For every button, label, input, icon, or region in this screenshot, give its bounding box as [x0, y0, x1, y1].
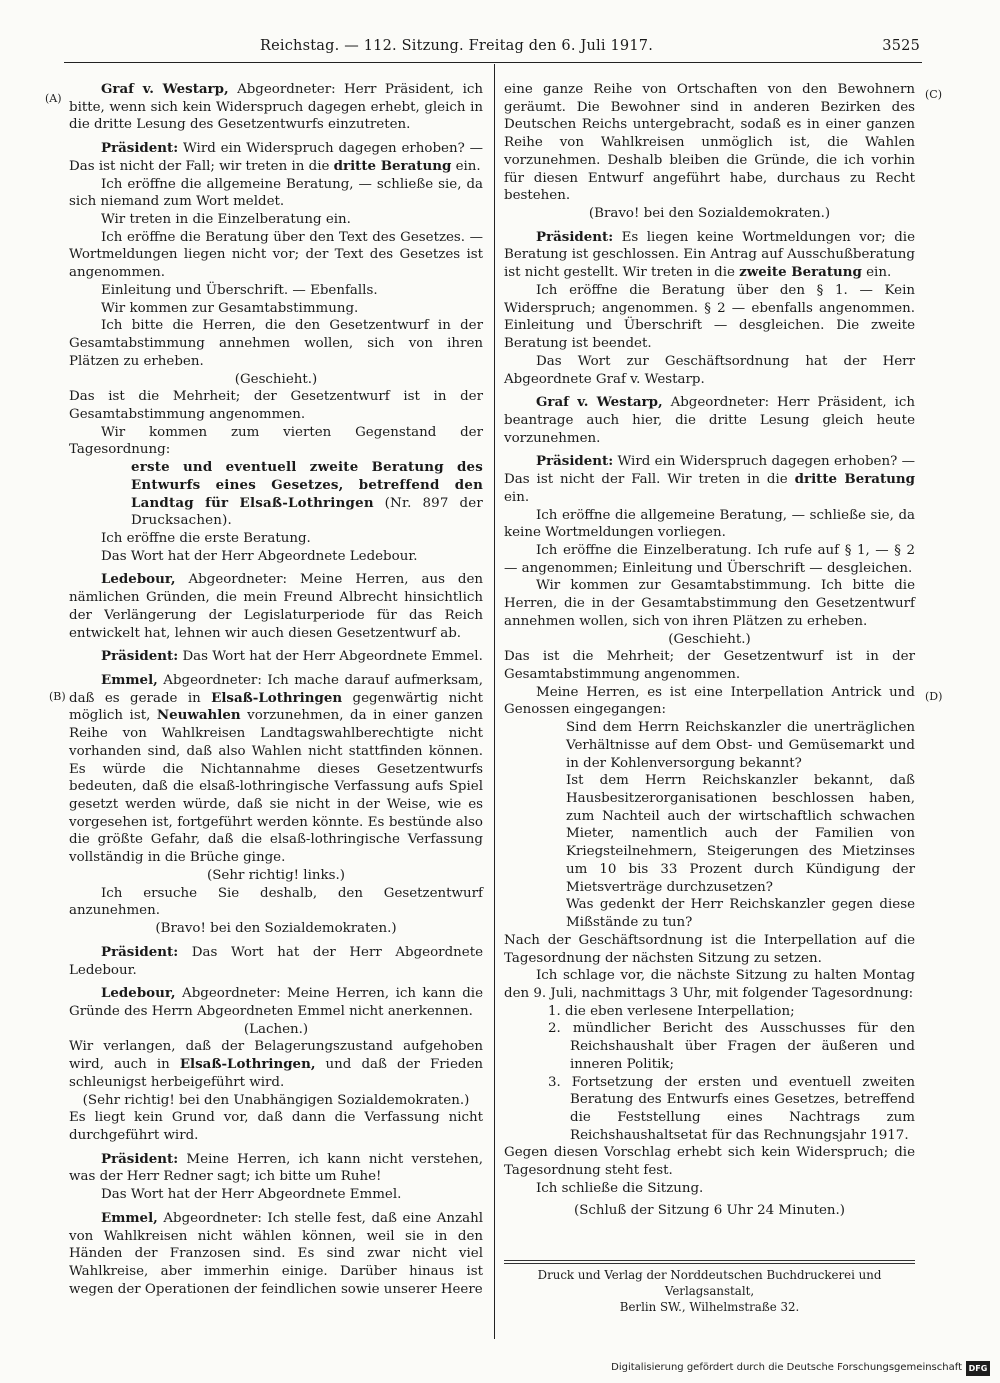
column-divider — [494, 64, 495, 1339]
paragraph — [69, 985, 483, 1020]
emphasis: Elsaß-Lothringen, — [179, 1056, 316, 1073]
agenda-list-item: 2. mündlicher Bericht des Ausschusses für den Reichshaushalt über Fragen der äußeren und inneren Politik; — [548, 1021, 915, 1072]
page-header — [80, 36, 920, 58]
paragraph: Wir kommen zur Gesamtabstimmung. Ich bitte die Herren, die in der Gesamtabstimmung den Gesetzentwurf annehmen wollen, sich von ihren Plätzen zu erheben. — [504, 578, 915, 629]
paragraph: Ich eröffne die Einzelberatung. Ich rufe auf § 1, — § 2 — angenommen; Einleitung und Überschrift — desgleichen. — [504, 542, 915, 576]
speaker-name: Emmel, — [101, 1209, 158, 1226]
paragraph: Das Wort hat der Herr Abgeordnete Emmel. — [101, 1187, 402, 1203]
paragraph: Ich ersuche Sie deshalb, den Gesetzentwurf anzunehmen. — [69, 885, 483, 919]
paragraph — [69, 1210, 483, 1299]
paragraph: Einleitung und Überschrift. — Ebenfalls. — [101, 282, 378, 298]
session-close-note: (Schluß der Sitzung 6 Uhr 24 Minuten.) — [573, 1202, 846, 1218]
paragraph — [69, 944, 483, 979]
speech-text: ein. — [451, 158, 481, 174]
printer-imprint — [504, 1267, 915, 1315]
speaker-name: Graf v. Westarp, — [536, 394, 663, 411]
page-number: 3525 — [882, 38, 920, 54]
emphasis: erste und eventuell zweite Beratung des Entwurfs eines Gesetzes, betreffend den Landtag für Elsaß-Lothringen — [131, 459, 483, 511]
paragraph: Das Wort hat der Herr Abgeordnete Ledebour. — [101, 548, 418, 564]
paragraph — [69, 81, 483, 134]
speech-text: und daß der Frieden schleunigst herbeigeführt wird. — [69, 1057, 483, 1090]
interjection: (Lachen.) — [243, 1021, 309, 1037]
paragraph — [504, 453, 915, 506]
interjection: (Bravo! bei den Sozialdemokraten.) — [155, 921, 397, 937]
paragraph — [69, 1038, 483, 1091]
right-column — [504, 81, 915, 1219]
paragraph: eine ganze Reihe von Ortschaften von den Bewohnern geräumt. Die Bewohner sind in anderen Bezirken des Deutschen Reichs untergebracht, sodaß es in einer ganzen Reihe von Wahlkreisen unmöglich ist, die Wahlen vorzunehmen. Deshalb bleiben die Gründe, die ich vorhin für diesen Entwurf angeführt habe, durchaus zu Recht bestehen. — [504, 82, 915, 204]
agenda-item-heading — [69, 459, 483, 530]
interpellation-quote: Was gedenkt der Herr Reichskanzler gegen diese Mißstände zu tun? — [566, 897, 915, 931]
interjection: (Sehr richtig! bei den Unabhängigen Sozialdemokraten.) — [82, 1092, 470, 1108]
emphasis: Elsaß-Lothringen — [211, 689, 343, 706]
paragraph: Das ist die Mehrheit; der Gesetzentwurf ist in der Gesamtabstimmung angenommen. — [69, 389, 483, 422]
paragraph: Es liegt kein Grund vor, daß dann die Verfassung nicht durchgeführt wird. — [69, 1110, 483, 1143]
interpellation-quote: Ist dem Herrn Reichskanzler bekannt, daß Hausbesitzerorganisationen beschlossen haben, zum Nachteil auch der wirtschaftlich schwachen Mieter, namentlich auch der Familien von Kriegsteilnehmern, Steigerungen des Mietzinses um 10 bis 33 Prozent durch Kündigung der Mietsverträge durchzusetzen? — [566, 773, 915, 895]
paragraph: Wir kommen zur Gesamtabstimmung. — [101, 300, 359, 316]
imprint-line: Druck und Verlag der Norddeutschen Buchdruckerei und Verlagsanstalt, — [537, 1268, 882, 1298]
speech-text: Das Wort hat der Herr Abgeordnete Emmel. — [178, 649, 483, 665]
emphasis: Neuwahlen — [156, 707, 241, 724]
paragraph: Ich eröffne die allgemeine Beratung, — schließe sie, da keine Wortmeldungen vorliegen. — [504, 507, 915, 541]
speech-text: Abgeordneter: Meine Herren, aus den nämlichen Gründen, die mein Freund Albrecht hinsichtlich der Verlängerung der Legislaturperiode für das Reich entwickelt hat, lehnen wir auch diesen Gesetzentwurf ab. — [69, 572, 483, 641]
paragraph — [69, 648, 483, 666]
speaker-name: Präsident: — [101, 648, 179, 665]
speech-text: ein. — [861, 265, 892, 281]
speaker-name: Präsident: — [536, 228, 614, 245]
paragraph: Ich eröffne die allgemeine Beratung, — schließe sie, da sich niemand zum Wort meldet. — [69, 176, 483, 210]
imprint-line: Berlin SW., Wilhelmstraße 32. — [619, 1300, 800, 1314]
margin-mark-a: (A) — [45, 92, 62, 105]
speech-text: Abgeordneter: Herr Präsident, ich beantrage auch hier, die dritte Lesung gleich heute vorzunehmen. — [504, 395, 916, 446]
speaker-name: Präsident: — [101, 140, 179, 157]
imprint-rule — [504, 1260, 915, 1261]
speech-text: ein. — [504, 489, 530, 505]
interjection: (Geschieht.) — [234, 371, 318, 387]
paragraph: Wir kommen zum vierten Gegenstand der Tagesordnung: — [69, 424, 483, 458]
speech-text: Wir verlangen, daß der Belagerungszustand aufgehoben wird, auch in — [69, 1039, 483, 1073]
interpellation-quote: Sind dem Herrn Reichskanzler die unerträglichen Verhältnisse auf dem Obst- und Gemüsemarkt und in der Kohlenversorgung bekannt? — [566, 720, 915, 771]
paragraph: Wir treten in die Einzelberatung ein. — [101, 212, 351, 228]
paragraph: Das ist die Mehrheit; der Gesetzentwurf ist in der Gesamtabstimmung angenommen. — [504, 649, 915, 682]
speaker-name: Präsident: — [101, 1150, 179, 1167]
paragraph: Ich eröffne die Beratung über den Text des Gesetzes. — Wortmeldungen liegen nicht vor; der Text des Gesetzes ist angenommen. — [69, 229, 483, 281]
speech-text: gegenwärtig nicht möglich ist, — [69, 690, 483, 724]
emphasis: zweite Beratung — [739, 264, 862, 281]
paragraph — [69, 1151, 483, 1186]
speech-text: Abgeordneter: Ich mache darauf aufmerksam, daß es gerade in — [69, 673, 483, 706]
speech-text: Abgeordneter: Ich stelle fest, daß eine Anzahl von Wahlkreisen nicht wählen können, weil sie in den Händen der Franzosen sind. Es sind zwar nicht viel Wahlkreise, aber immerhin einige. Darüber hinaus ist wegen der Operationen der feindlichen sowie unserer Heere — [69, 1210, 483, 1297]
interjection: (Sehr richtig! links.) — [207, 867, 345, 883]
emphasis: dritte Beratung — [333, 157, 452, 174]
speech-text: Wird ein Widerspruch dagegen erhoben? — Das ist nicht der Fall; wir treten in die — [69, 141, 483, 174]
paragraph: Gegen diesen Vorschlag erhebt sich kein Widerspruch; die Tagesordnung steht fest. — [504, 1145, 915, 1179]
paragraph — [504, 229, 915, 282]
paragraph: Nach der Geschäftsordnung ist die Interpellation auf die Tagesordnung der nächsten Sitzung zu setzen. — [504, 932, 915, 966]
margin-mark-b: (B) — [49, 690, 66, 703]
margin-mark-d: (D) — [925, 690, 943, 703]
speech-text: (Nr. 897 der Drucksachen). — [131, 495, 483, 529]
dfg-logo-icon: DFG — [966, 1361, 990, 1376]
paragraph: Ich eröffne die Beratung über den § 1. — Kein Widerspruch; angenommen. § 2 — ebenfalls angenommen. Einleitung und Überschrift — desgleichen. Die zweite Beratung ist beendet. — [504, 282, 915, 352]
speech-text: Meine Herren, ich kann nicht verstehen, was der Herr Redner sagt; ich bitte um Ruhe! — [69, 1151, 483, 1185]
speaker-name: Präsident: — [101, 943, 179, 960]
paragraph: Das Wort zur Geschäftsordnung hat der Herr Abgeordnete Graf v. Westarp. — [504, 353, 915, 387]
imprint-rule — [504, 1263, 915, 1264]
speech-text: Abgeordneter: Herr Präsident, ich bitte, wenn sich kein Widerspruch dagegen erhebt, gleich in die dritte Lesung des Gesetzentwurfs einzutreten. — [69, 82, 484, 133]
speaker-name: Ledebour, — [101, 985, 176, 1002]
paragraph: Meine Herren, es ist eine Interpellation Antrick und Genossen eingegangen: — [504, 684, 915, 718]
speech-text: Es liegen keine Wortmeldungen vor; die Beratung ist geschlossen. Ein Antrag auf Ausschußberatung ist nicht gestellt. Wir treten in die — [504, 229, 915, 281]
paragraph — [69, 140, 483, 175]
left-column — [69, 81, 483, 1298]
speaker-name: Präsident: — [536, 453, 614, 470]
speaker-name: Ledebour, — [101, 571, 176, 588]
speech-text: vorzunehmen, da in einer ganzen Reihe von Wahlkreisen Landtagswahlberechtigte nicht vorhanden sind, daß also Wahlen nicht stattfinden können. Es würde die Nichtannahme dieses Gesetzentwurfs bedeuten, daß die elsaß-lothringische Verfassung aufs Spiel gesetzt werden würde, daß sie nicht in der Weise, wie es vorgesehen ist, fortgeführt werden könnte. Es bestünde also die größte Gefahr, daß die elsaß-lothringische Verfassung vollständig in die Brüche ginge. — [69, 708, 483, 866]
speech-text: Wird ein Widerspruch dagegen erhoben? — Das ist nicht der Fall. Wir treten in die — [504, 454, 915, 488]
speech-text: Abgeordneter: Meine Herren, ich kann die Gründe des Herrn Abgeordneten Emmel nicht anerkennen. — [69, 986, 483, 1019]
paragraph — [504, 394, 915, 447]
paragraph: Ich eröffne die erste Beratung. — [101, 530, 311, 546]
header-rule — [64, 62, 922, 63]
agenda-list-item: 3. Fortsetzung der ersten und eventuell zweiten Beratung des Entwurfs eines Gesetzes, betreffend die Feststellung eines Nachtrags zum Reichshaushaltsetat für das Rechnungsjahr 1917. — [548, 1074, 915, 1143]
speaker-name: Graf v. Westarp, — [101, 81, 229, 97]
speaker-name: Emmel, — [101, 672, 158, 688]
paragraph — [69, 571, 483, 642]
paragraph: Ich bitte die Herren, die den Gesetzentwurf in der Gesamtabstimmung annehmen wollen, sich von ihren Plätzen zu erheben. — [69, 318, 483, 369]
emphasis: dritte Beratung — [794, 471, 915, 488]
running-title: Reichstag. — 112. Sitzung. Freitag den 6. Juli 1917. — [260, 38, 654, 54]
paragraph: Ich schließe die Sitzung. — [536, 1180, 704, 1196]
interjection: (Bravo! bei den Sozialdemokraten.) — [588, 206, 831, 222]
digitization-note: Digitalisierung gefördert durch die Deutsche Forschungsgemeinschaft — [611, 1362, 962, 1373]
interjection: (Geschieht.) — [668, 631, 751, 647]
agenda-list-item: 1. die eben verlesene Interpellation; — [548, 1003, 795, 1019]
speech-text: Das Wort hat der Herr Abgeordnete Ledebour. — [69, 944, 483, 978]
paragraph: Ich schlage vor, die nächste Sitzung zu halten Montag den 9. Juli, nachmittags 3 Uhr, mit folgender Tagesordnung: — [504, 968, 915, 1001]
digitization-footer — [600, 1361, 990, 1377]
paragraph — [69, 672, 483, 867]
margin-mark-c: (C) — [925, 88, 942, 101]
